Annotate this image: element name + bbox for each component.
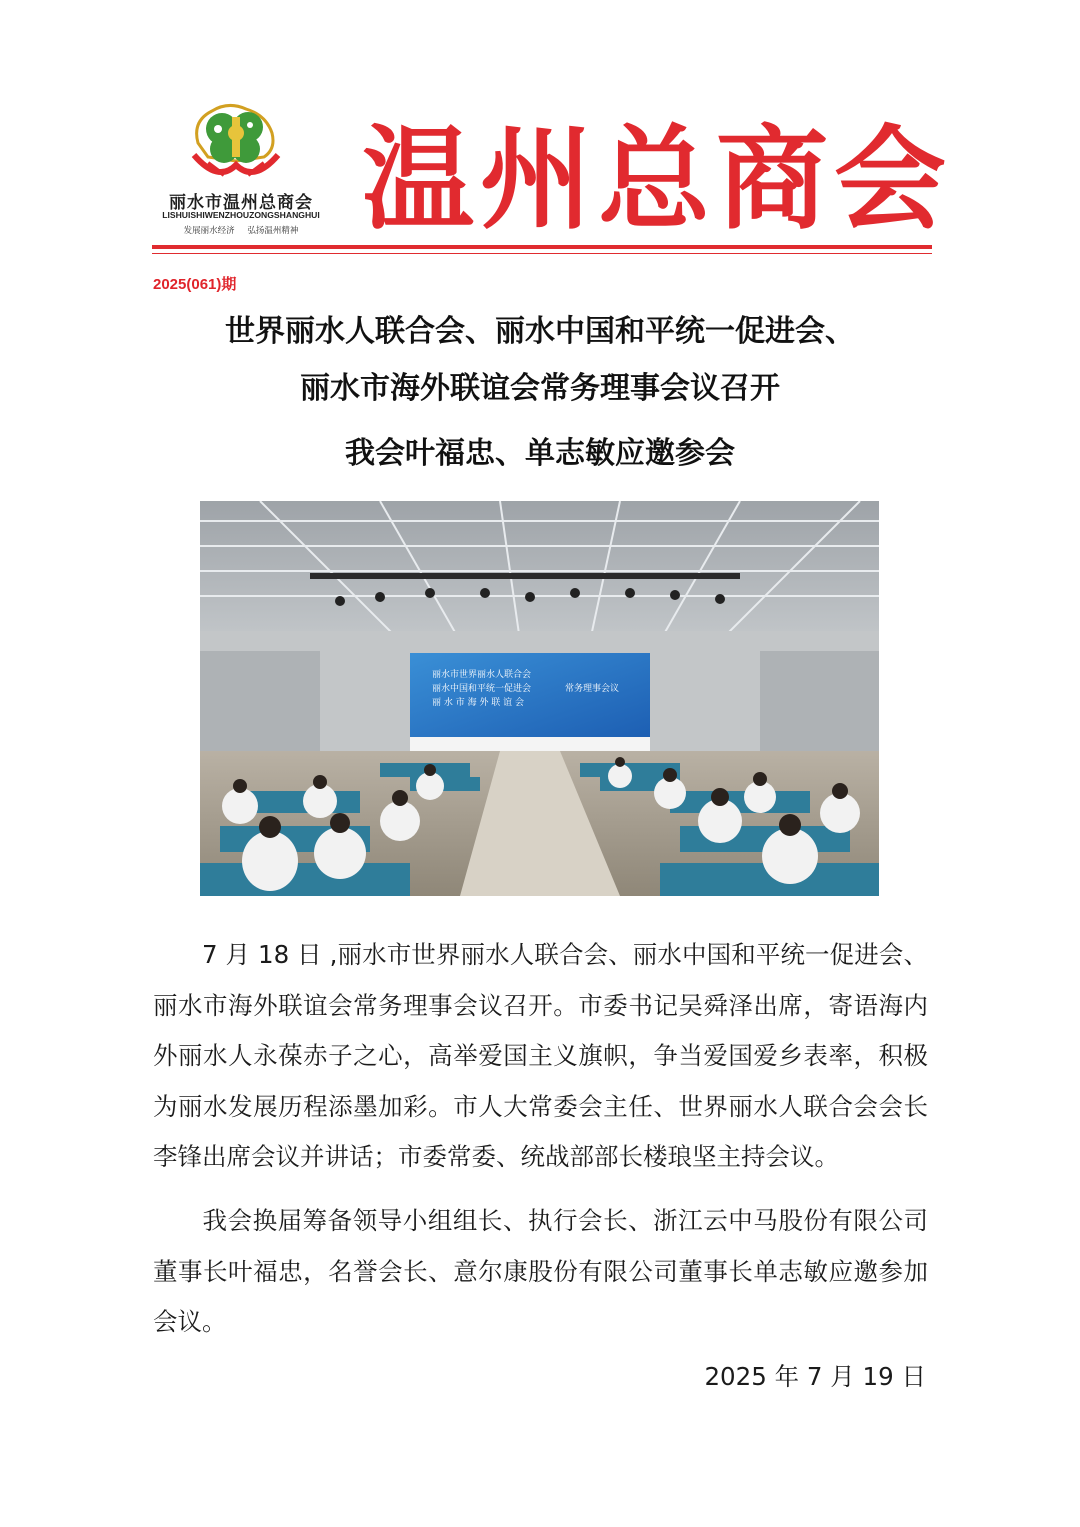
body-paragraph-2-text: 我会换届筹备领导小组组长、执行会长、浙江云中马股份有限公司董事长叶福忠，名誉会长、意尔康股份有限公司董事长单志敏应邀参加会议。 xyxy=(153,1206,928,1337)
header-rule-thick xyxy=(152,245,932,249)
screen-line-2: 丽水中国和平统一促进会 xyxy=(432,684,532,694)
body-paragraph-1-text: 7 月 18 日 ,丽水市世界丽水人联合会、丽水中国和平统一促进会、丽水市海外联谊会常务理事会议召开。市委书记吴舜泽出席，寄语海内外丽水人永葆赤子之心，高举爱国主义旗帜，争当爱国爱乡表率，积极为丽水发展历程添墨加彩。市人大常委会主任、世界丽水人联合会会长李锋出席会议并讲话；市委常委、统战部部长楼琅坚主持会议。 xyxy=(153,940,928,1172)
publish-date: 2025 年 7 月 19 日 xyxy=(704,1362,926,1391)
headline-line-2: 丽水市海外联谊会常务理事会议召开 xyxy=(300,371,780,406)
screen-side-text: 常务理事会议 xyxy=(565,684,620,694)
screen-line-3: 丽 水 市 海 外 联 谊 会 xyxy=(432,698,525,708)
org-slogan: 发展丽水经济 弘扬温州精神 xyxy=(183,226,299,236)
masthead-title: 温州总商会 xyxy=(362,114,952,245)
issue-number: 2025(061)期 xyxy=(153,276,237,293)
chamber-logo xyxy=(188,103,284,181)
headline-line-1: 世界丽水人联合会、丽水中国和平统一促进会、 xyxy=(225,314,855,349)
body-paragraph-1 xyxy=(153,930,928,1183)
headline-line-3: 我会叶福忠、单志敏应邀参会 xyxy=(345,436,735,471)
screen-line-1: 丽水市世界丽水人联合会 xyxy=(432,670,532,680)
conference-photo xyxy=(200,501,879,896)
org-name-en: LISHUISHIWENZHOUZONGSHANGHUI xyxy=(162,210,320,220)
header-rule-thin xyxy=(152,253,932,254)
body-paragraph-2 xyxy=(153,1196,928,1348)
org-name-cn: 丽水市温州总商会 xyxy=(169,193,313,213)
